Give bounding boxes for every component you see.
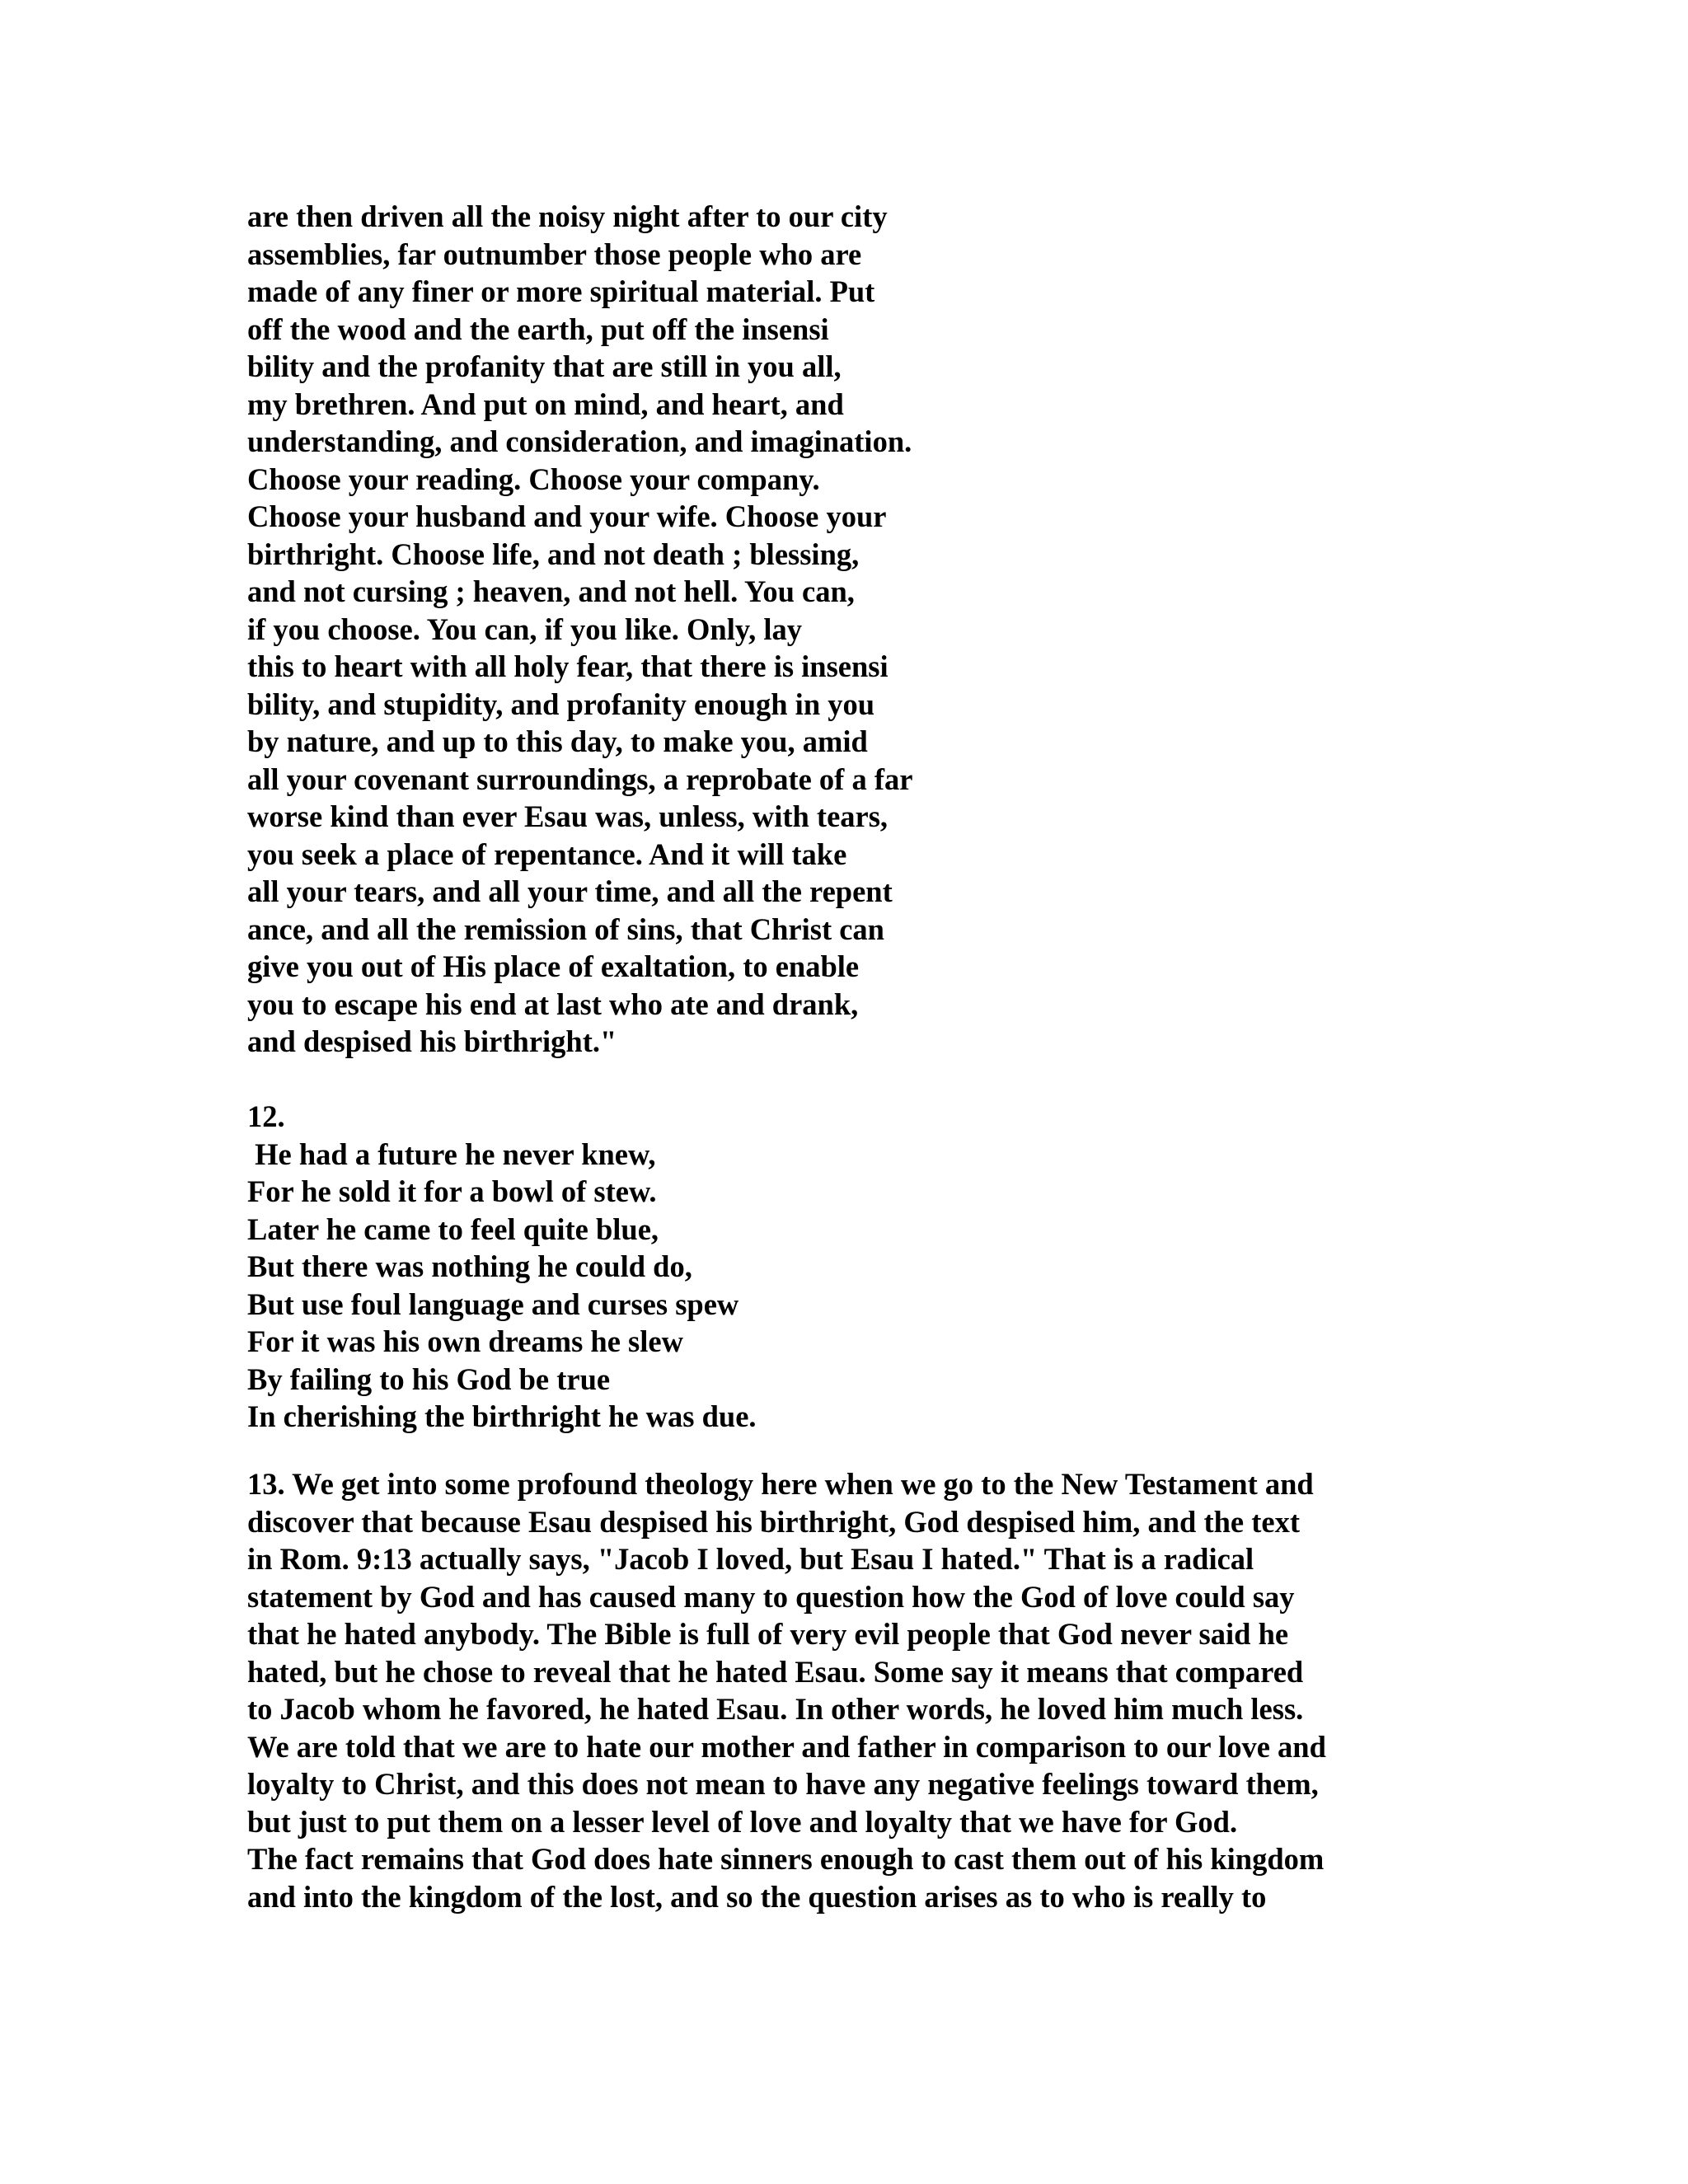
text-line: made of any finer or more spiritual material. Put	[247, 274, 875, 308]
text-line: that he hated anybody. The Bible is full of very evil people that God never said he	[247, 1617, 1289, 1651]
text-line: hated, but he chose to reveal that he hated Esau. Some say it means that compared	[247, 1654, 1304, 1689]
section-13-paragraph-2	[247, 1840, 1324, 1915]
text-line: give you out of His place of exaltation, to enable	[247, 949, 860, 983]
text-line: are then driven all the noisy night after to our city	[247, 199, 888, 233]
text-line: The fact remains that God does hate sinners enough to cast them out of his kingdom	[247, 1842, 1325, 1876]
text-line: Choose your husband and your wife. Choose your	[247, 499, 887, 533]
text-line: Choose your reading. Choose your company.	[247, 462, 820, 496]
continuation-paragraph	[247, 198, 912, 1061]
text-line: statement by God and has caused many to question how the God of love could say	[247, 1579, 1295, 1614]
poem-line: By failing to his God be true	[247, 1361, 611, 1396]
text-line: and despised his birthright."	[247, 1024, 617, 1058]
text-line: to Jacob whom he favored, he hated Esau. In other words, he loved him much less.	[247, 1692, 1304, 1726]
poem-line: For it was his own dreams he slew	[247, 1324, 683, 1358]
text-line: if you choose. You can, if you like. Only, lay	[247, 612, 802, 646]
section-12	[247, 1098, 757, 1436]
poem-line: In cherishing the birthright he was due.	[247, 1399, 757, 1433]
text-line: my brethren. And put on mind, and heart, and	[247, 387, 844, 421]
poem-line: He had a future he never knew,	[247, 1137, 656, 1171]
section-13-paragraph-1	[247, 1465, 1326, 1840]
poem-line: Later he came to feel quite blue,	[247, 1212, 659, 1246]
text-line: ance, and all the remission of sins, that Christ can	[247, 912, 884, 946]
text-line: in Rom. 9:13 actually says, "Jacob I loved, but Esau I hated." That is a radical	[247, 1542, 1254, 1576]
text-line: assemblies, far outnumber those people who are	[247, 237, 862, 271]
text-line: We are told that we are to hate our mother and father in comparison to our love and	[247, 1729, 1326, 1764]
text-line: you seek a place of repentance. And it will take	[247, 837, 847, 871]
text-line: 13. We get into some profound theology here when we go to the New Testament and	[247, 1467, 1314, 1501]
text-line: you to escape his end at last who ate and drank,	[247, 987, 859, 1021]
text-line: but just to put them on a lesser level of love and loyalty that we have for God.	[247, 1804, 1238, 1839]
section-number: 12.	[247, 1099, 285, 1133]
text-line: all your covenant surroundings, a reprobate of a far	[247, 762, 913, 796]
text-line: off the wood and the earth, put off the insensi	[247, 312, 829, 346]
text-line: bility, and stupidity, and profanity enough in you	[247, 687, 875, 721]
poem-line: But there was nothing he could do,	[247, 1249, 692, 1283]
text-line: and into the kingdom of the lost, and so the question arises as to who is really to	[247, 1879, 1267, 1914]
text-line: all your tears, and all your time, and all the repent	[247, 874, 893, 908]
text-line: bility and the profanity that are still in you all,	[247, 349, 842, 383]
text-line: by nature, and up to this day, to make you, amid	[247, 724, 868, 758]
text-line: loyalty to Christ, and this does not mean to have any negative feelings toward them,	[247, 1767, 1319, 1801]
text-line: worse kind than ever Esau was, unless, with tears,	[247, 799, 889, 833]
text-line: birthright. Choose life, and not death ; blessing,	[247, 537, 860, 571]
poem-line: But use foul language and curses spew	[247, 1286, 739, 1321]
text-line: and not cursing ; heaven, and not hell. You can,	[247, 574, 855, 608]
text-line: understanding, and consideration, and imagination.	[247, 424, 912, 458]
text-line: discover that because Esau despised his birthright, God despised him, and the text	[247, 1504, 1300, 1539]
poem-line: For he sold it for a bowl of stew.	[247, 1174, 657, 1208]
text-line: this to heart with all holy fear, that there is insensi	[247, 649, 889, 683]
